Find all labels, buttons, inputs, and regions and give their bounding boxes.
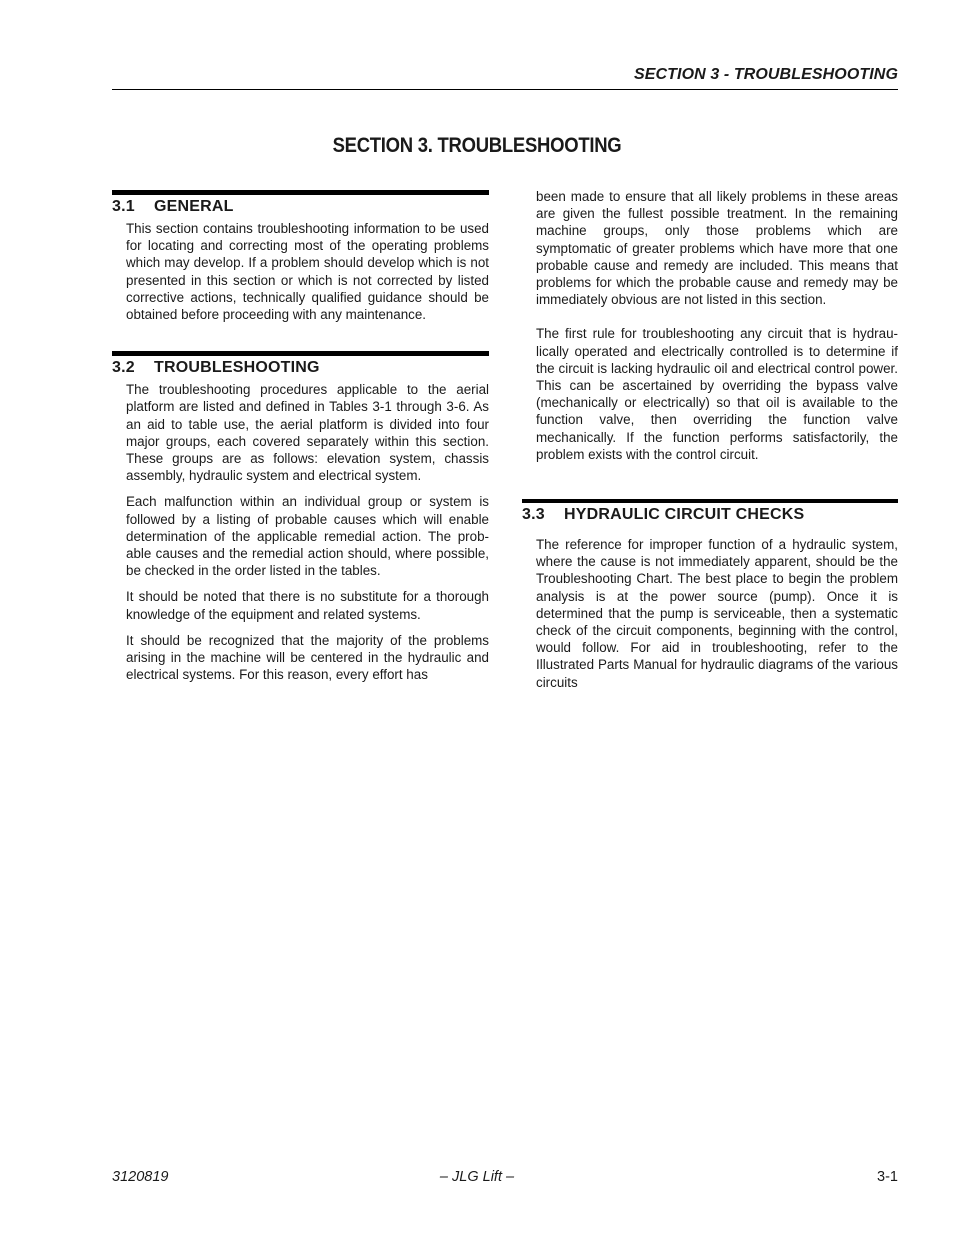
section-heading-3-2 <box>112 359 489 377</box>
right-column <box>522 188 898 691</box>
section-body-3-3 <box>522 536 898 691</box>
paragraph: It should be recognized that the majority of the problems arising in the machine will be centered in the hydraulic and electrical systems. For this reason, every effort has <box>126 632 489 683</box>
page-title: SECTION 3. TROUBLESHOOTING <box>332 134 622 157</box>
left-column <box>112 190 489 683</box>
paragraph: Each malfunction within an individual group or system is followed by a listing of probable causes which will enable determination of the applicable remedial action. The probable causes and the remedial action should, where possible, be checked in the order listed in the tables. <box>126 494 489 579</box>
paragraph: been made to ensure that all likely problems in these areas are given the fullest possible treatment. In the remaining machine groups, only those problems which are symptomatic of greater problems which have more that one probable cause and remedy are included. This means that problems for which the probable cause and remedy may be immediately obvious are not listed in this section. <box>536 189 898 308</box>
section-heading-text: GENERAL <box>154 198 234 215</box>
section-body-3-1 <box>112 220 489 323</box>
header-rule <box>112 89 898 90</box>
footer-brand: – JLG Lift – <box>439 1169 515 1185</box>
section-number: 3.3 <box>522 506 545 524</box>
section-number: 3.2 <box>112 359 135 377</box>
section-body-3-2 <box>112 381 489 683</box>
footer-page-number: 3-1 <box>877 1169 898 1185</box>
paragraph: The reference for improper function of a hydraulic system, where the cause is not immediately apparent, should be the Troubleshooting Chart. The best place to begin the problem analysis is at the power source (pump). Once it is determined that the pump is serviceable, then a systematic check of the circuit components, beginning with the control, would follow. For aid in troubleshooting, refer to the Illustrated Parts Manual for hydraulic diagrams of the various circuits <box>536 537 898 690</box>
section-heading-text: HYDRAULIC CIRCUIT CHECKS <box>564 506 805 524</box>
paragraph: It should be noted that there is no substitute for a thorough knowledge of the equipment and related systems. <box>126 589 489 622</box>
section-heading-text: TROUBLESHOOTING <box>154 359 320 377</box>
section-heading-3-3 <box>522 506 898 524</box>
section-body-3-2-continued <box>522 188 898 463</box>
section-rule <box>522 499 898 503</box>
section-heading-3-1 <box>112 198 489 216</box>
section-number: 3.1 <box>112 198 135 215</box>
running-header: SECTION 3 - TROUBLESHOOTING <box>633 66 898 83</box>
paragraph: This section contains troubleshooting information to be used for locating and correcting most of the operating problems which may develop. If a problem should develop which is not presented in this section or which is not corrected by listed corrective actions, technically qualified guidance should be obtained before proceeding with any maintenance. <box>126 221 489 323</box>
footer-document-number: 3120819 <box>112 1169 169 1185</box>
paragraph: The first rule for troubleshooting any circuit that is hydraulically operated and electrically controlled is to determine if the circuit is lacking hydraulic oil and electrical control power. This can be ascertained by overriding the bypass valve (mechanically or electrically) so that oil is available to the function valve, then overriding the function valve mechanically. If the function performs satisfactorily, the problem exists with the control circuit. <box>536 326 898 462</box>
section-rule <box>112 351 489 356</box>
section-rule <box>112 190 489 195</box>
paragraph: The troubleshooting procedures applicable to the aerial platform are listed and defined in Tables 3-1 through 3-6. As an aid to table use, the aerial platform is divided into four major groups, each covered separately within this section. These groups are as follows: elevation system, chassis assembly, hydraulic system and electrical system. <box>126 382 489 484</box>
